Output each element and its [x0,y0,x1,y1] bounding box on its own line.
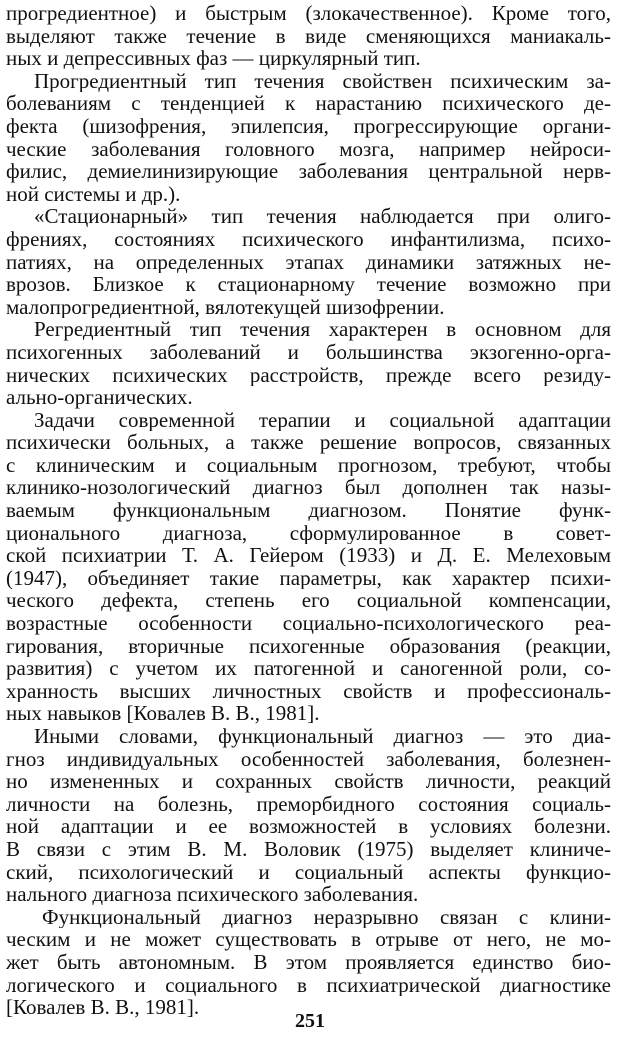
text-line: гирования, вторичные психогенные образования (реакции, [6,634,611,658]
text-line: личности на болезнь, преморбидного состояния социаль- [6,792,611,816]
text-line: логического и социального в психиатрической диагностике [6,973,611,997]
text-line: «Стационарный» тип течения наблюдается при олиго- [34,205,611,228]
text-line: Прогредиентный тип течения свойствен психическим за- [34,69,611,93]
text-line: Задачи современной терапии и социальной адаптации [34,408,611,432]
text-line: ческого дефекта, степень его социальной компенсации, [6,589,611,613]
text-line: ной адаптации и ее возможностей в условиях болезни. [6,815,611,838]
text-line: психогенных заболеваний и большинства экзогенно-орга- [6,340,611,364]
text-line: ческие заболевания головного мозга, например нейроси- [6,137,611,161]
text-line: возрастные особенности социально-психологического реа- [6,612,611,635]
text-line: ционального диагноза, сформулированное в совет- [6,521,611,545]
text-line: [Ковалев В. В., 1981]. [6,996,200,1019]
text-line: гноз индивидуальных особенностей заболевания, болезнен- [6,747,611,771]
text-line: ской психиатрии Т. А. Гейером (1933) и Д. Е. Мелеховым [6,544,611,567]
text-line: нального диагноза психического заболевания. [6,883,419,906]
text-line: ваемым функциональным диагнозом. Понятие функ- [6,499,611,522]
text-line: жет быть автономным. В этом проявляется единство био- [6,950,611,974]
text-line: ческим и не может существовать в отрыве от него, не мо- [6,928,611,951]
text-line: патиях, на определенных этапах динамики затяжных не- [6,250,611,274]
text-line: ных и депрессивных фаз — циркулярный тип. [6,47,421,70]
page-number: 251 [295,1010,325,1032]
text-line: френиях, состояниях психического инфантилизма, психо- [6,227,611,251]
text-line: ных навыков [Ковалев В. В., 1981]. [6,702,320,725]
text-line: нических психических расстройств, прежде всего резиду- [6,363,611,387]
text-line: хранность высших личностных свойств и профессиональ- [6,679,611,703]
text-line: Регредиентный тип течения характерен в основном для [34,318,611,341]
text-line: болеваниям с тенденцией к нарастанию психического де- [6,92,611,115]
text-line: развития) с учетом их патогенной и саногенной роли, со- [6,657,611,680]
body-text [6,2,611,1019]
text-line: (1947), объединяет такие параметры, как характер психи- [6,566,611,590]
text-line: малопрогредиентной, вялотекущей шизофрении. [6,295,445,319]
text-line: Иными словами, функциональный диагноз — это диа- [34,725,611,748]
text-line: с клиническим и социальным прогнозом, требуют, чтобы [6,453,611,477]
text-line: клинико-нозологический диагноз был дополнен так назы- [6,476,611,500]
text-line: В связи с этим В. М. Воловик (1975) выделяет клиниче- [6,837,611,861]
text-line: филис, демиелинизирующие заболевания центральной нерв- [6,160,611,183]
text-line: ально-органических. [6,386,193,409]
text-line: ной системы и др.). [6,182,181,206]
text-line: психически больных, а также решение вопросов, связанных [6,431,611,454]
text-line: прогредиентное) и быстрым (злокачественное). Кроме того, [6,2,611,25]
text-line: врозов. Близкое к стационарному течение возможно при [6,273,611,296]
text-line: Функциональный диагноз неразрывно связан с клини- [42,905,611,929]
text-line: ский, психологический и социальный аспекты функцио- [6,860,611,884]
text-line: выделяют также течение в виде сменяющихся маниакаль- [6,24,611,48]
text-line: фекта (шизофрения, эпилепсия, прогрессирующие органи- [6,114,611,138]
text-line: но измененных и сохранных свойств личности, реакций [6,770,611,793]
